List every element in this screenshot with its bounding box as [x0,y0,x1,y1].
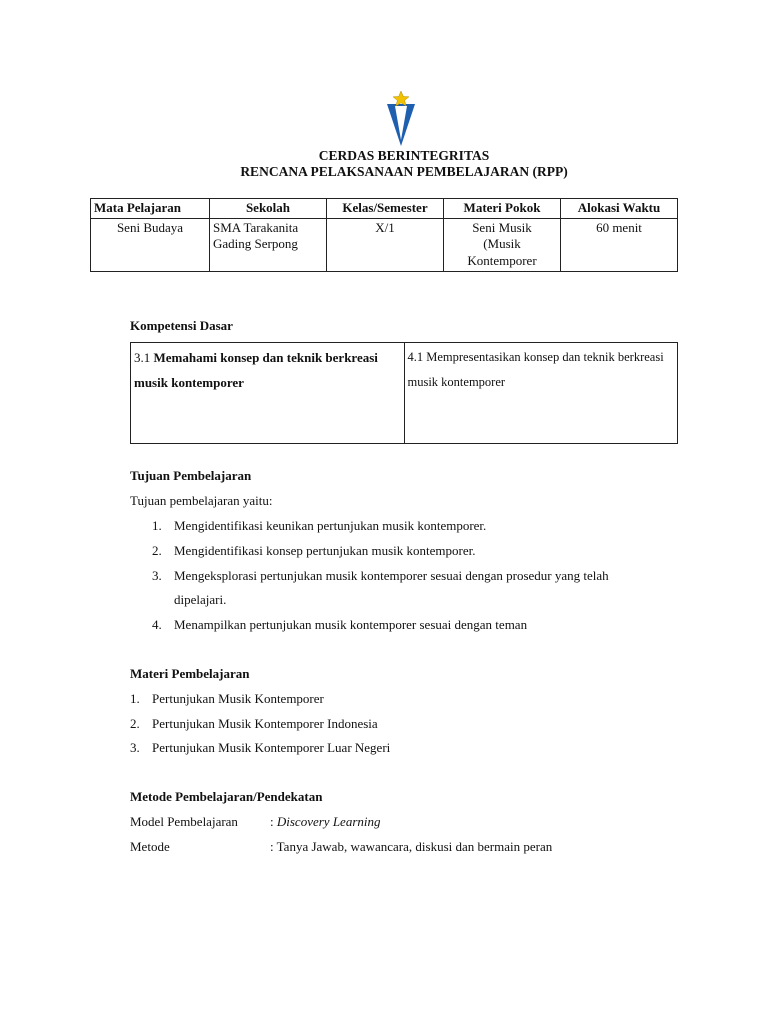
list-item: 2. Mengidentifikasi konsep pertunjukan musik kontemporer. [152,543,476,558]
materi-line-3: Kontemporer [467,252,537,268]
materi-line-1: Seni Musik [472,219,532,235]
school-logo-icon [384,90,418,148]
header-line-1: CERDAS BERINTEGRITAS [318,148,490,163]
header-kelas-semester: Kelas/Semester [327,199,444,219]
kompetensi-table [130,342,678,444]
cell-kelas-semester: X/1 [327,218,444,271]
cell-alokasi-waktu: 60 menit [561,218,678,271]
table-row [131,343,678,444]
info-table [90,198,678,272]
metode-value: : Tanya Jawab, wawancara, diskusi dan bermain peran [270,839,553,854]
model-pembelajaran-label: Model Pembelajaran [130,814,238,829]
metode-heading: Metode Pembelajaran/Pendekatan [130,789,323,804]
metode-label: Metode [130,839,170,854]
materi-line-2: (Musik [483,236,521,251]
kd-3-1-text: Memahami konsep dan teknik berkreasi musik kontemporer [134,350,378,390]
list-item: 1. Pertunjukan Musik Kontemporer [130,691,324,706]
header-alokasi-waktu: Alokasi Waktu [561,199,678,219]
list-item: 2. Pertunjukan Musik Kontemporer Indonesia [130,716,378,731]
header-mata-pelajaran: Mata Pelajaran [91,199,210,219]
kd-3-1-number: 3.1 [134,350,151,365]
table-row [91,218,678,271]
list-item: 3. Mengeksplorasi pertunjukan musik kontemporer sesuai dengan prosedur yang telah [152,568,609,583]
kd-3-1-cell [131,343,405,444]
list-item: 4. Menampilkan pertunjukan musik kontemporer sesuai dengan teman [152,617,528,632]
cell-materi-pokok [444,218,561,271]
sekolah-line-1: SMA Tarakanita [213,219,299,235]
cell-mata-pelajaran: Seni Budaya [91,218,210,271]
materi-heading: Materi Pembelajaran [130,666,250,681]
sekolah-line-2: Gading Serpong [213,236,298,251]
kd-4-1-cell: 4.1 Mempresentasikan konsep dan teknik berkreasi musik kontemporer [404,343,678,444]
cell-sekolah [210,218,327,271]
list-item: 1. Mengidentifikasi keunikan pertunjukan musik kontemporer. [152,518,487,533]
list-item: 3. Pertunjukan Musik Kontemporer Luar Negeri [130,740,391,755]
header-sekolah: Sekolah [210,199,327,219]
tujuan-intro: Tujuan pembelajaran yaitu: [130,493,273,508]
header-line-2: RENCANA PELAKSANAAN PEMBELAJARAN (RPP) [240,164,568,179]
info-table-header-row [91,199,678,219]
tujuan-heading: Tujuan Pembelajaran [130,468,252,483]
model-pembelajaran-value: : Discovery Learning [270,814,381,829]
header-materi-pokok: Materi Pokok [444,199,561,219]
list-item-continuation: dipelajari. [174,592,227,607]
kompetensi-heading: Kompetensi Dasar [130,318,233,333]
